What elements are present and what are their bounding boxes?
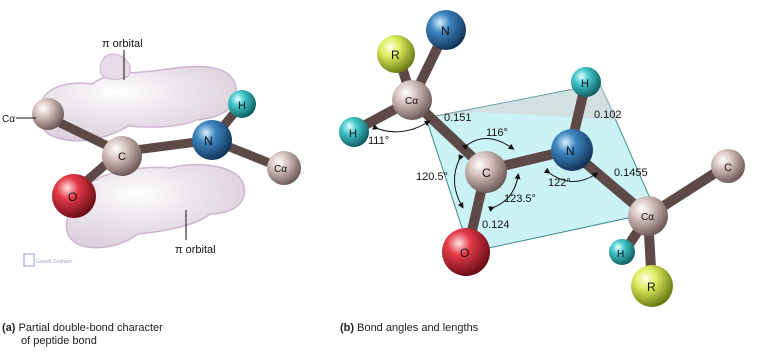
label-calpha-right-a: Cα xyxy=(274,164,288,175)
label-pi-orbital-bottom: π orbital xyxy=(175,244,216,256)
label-calpha-top: Cα xyxy=(405,96,419,107)
caption-a-line1: Partial double-bond character xyxy=(18,322,163,334)
panel-a xyxy=(2,38,301,266)
panel-b xyxy=(339,10,745,307)
angle-o-c-n: 123.5° xyxy=(504,193,536,205)
label-calpha-bottom: Cα xyxy=(641,212,655,223)
label-h-n: H xyxy=(581,78,589,90)
bond-length-n-h: 0.102 xyxy=(594,109,622,121)
label-hydrogen-a: H xyxy=(238,100,246,112)
label-nitrogen-a: N xyxy=(204,134,213,148)
bond-length-calpha-c: 0.151 xyxy=(444,112,472,124)
caption-a xyxy=(2,322,242,348)
caption-b-text: Bond angles and lengths xyxy=(357,322,479,334)
label-n-center: N xyxy=(566,144,575,158)
label-c-right: C xyxy=(724,162,732,174)
logo xyxy=(24,254,72,266)
angle-h-calpha-c: 111° xyxy=(368,135,390,147)
angle-calpha-c-o: 120.5° xyxy=(416,171,448,183)
label-r-top: R xyxy=(391,48,400,62)
angle-c-n-calpha: 122° xyxy=(548,177,571,189)
bond-length-c-o: 0.124 xyxy=(482,219,510,231)
label-r-bottom: R xyxy=(647,280,656,294)
label-oxygen-a: O xyxy=(68,190,78,204)
label-h-left: H xyxy=(349,128,357,140)
caption-a-tag: (a) xyxy=(2,322,16,334)
logo-text: Garrett Grisham xyxy=(36,259,72,265)
atom-calpha-left xyxy=(32,98,64,130)
bond-length-n-calpha: 0.1455 xyxy=(614,167,648,179)
caption-b-tag: (b) xyxy=(340,322,355,334)
label-pi-orbital-top: π orbital xyxy=(102,38,143,50)
label-n-top: N xyxy=(441,24,450,38)
label-calpha-left: Cα xyxy=(2,114,16,125)
label-c-center: C xyxy=(482,166,491,180)
label-carbon-a: C xyxy=(118,151,126,163)
caption-b xyxy=(340,322,600,335)
angle-calpha-c-n: 116° xyxy=(486,127,508,139)
label-o: O xyxy=(460,246,470,260)
caption-a-line2: of peptide bond xyxy=(21,335,97,347)
bonds-b xyxy=(356,30,726,286)
label-h-bottom: H xyxy=(617,249,625,260)
